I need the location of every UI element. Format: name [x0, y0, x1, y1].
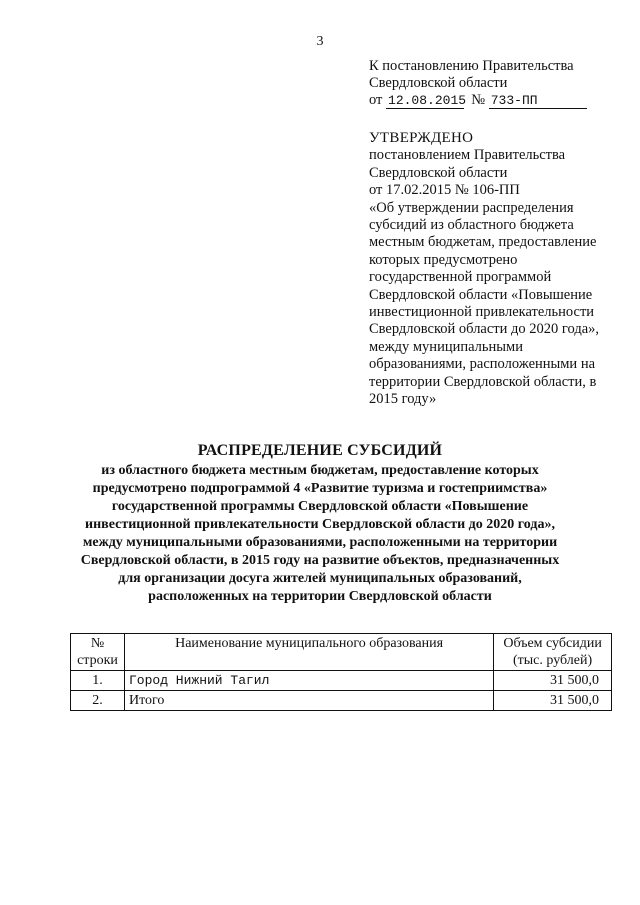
document-title: [60, 442, 580, 606]
subsidy-table: [70, 633, 612, 711]
approved-line: «Об утверждении распределения: [369, 199, 574, 216]
approved-line: местным бюджетам, предоставление: [369, 234, 597, 251]
attachment-line-1: К постановлению Правительства: [369, 58, 574, 74]
title-line: между муниципальными образованиями, расположенными на территории: [82, 535, 558, 550]
approved-line: которых предусмотрено: [369, 251, 518, 268]
approved-line: территории Свердловской области, в: [369, 373, 597, 390]
title-line: из областного бюджета местным бюджетам, предоставление которых: [101, 463, 539, 478]
decree-date: 12.08.2015: [388, 93, 467, 108]
approved-line: Свердловской области до 2020 года»,: [369, 321, 600, 338]
approved-line: государственной программой: [369, 269, 552, 286]
approved-line: инвестиционной привлекательности: [369, 304, 595, 321]
attachment-line-2: Свердловской области: [369, 75, 508, 91]
approved-line: образованиями, расположенными на: [369, 356, 596, 373]
page-number: 3: [316, 34, 324, 49]
approved-line: постановлением Правительства: [369, 147, 566, 164]
table-row: [71, 671, 612, 691]
approved-line: 2015 году»: [369, 391, 437, 408]
approved-heading: УТВЕРЖДЕНО: [369, 130, 474, 146]
header-row-number: [71, 634, 125, 671]
header-municipality: Наименование муниципального образования: [124, 634, 493, 671]
title-line: для организации досуга жителей муниципальных образований,: [118, 571, 522, 586]
municipality-name: Город Нижний Тагил: [124, 671, 493, 691]
title-main: РАСПРЕДЕЛЕНИЕ СУБСИДИЙ: [197, 442, 443, 459]
table-row: [71, 691, 612, 711]
approved-block: [369, 130, 619, 409]
title-line: расположенных на территории Свердловской области: [148, 589, 492, 604]
approved-line: субсидий из областного бюджета: [369, 217, 574, 234]
number-prefix: №: [471, 92, 486, 108]
header-num-line: №: [90, 636, 105, 651]
attachment-block: [369, 58, 587, 109]
subsidy-amount: 31 500,0: [494, 671, 612, 691]
title-line: предусмотрено подпрограммой 4 «Развитие туризма и гостеприимства»: [92, 481, 548, 496]
header-amount-line: (тыс. рублей): [512, 653, 593, 668]
attachment-date-line: [369, 92, 587, 109]
subsidy-amount: 31 500,0: [494, 691, 612, 711]
title-line: инвестиционной привлекательности Свердловской области до 2020 года»,: [85, 517, 555, 532]
decree-number: 733-ПП: [489, 94, 587, 109]
row-number: 1.: [71, 671, 125, 691]
title-line: государственной программы Свердловской области «Повышение: [111, 499, 529, 514]
municipality-name: Итого: [124, 691, 493, 711]
header-amount: [494, 634, 612, 671]
approved-line: от 17.02.2015 № 106-ПП: [369, 182, 520, 199]
date-prefix: от: [369, 92, 383, 108]
table-header-row: [71, 634, 612, 671]
approved-line: между муниципальными: [369, 338, 523, 355]
title-line: Свердловской области, в 2015 году на развитие объектов, предназначенных: [80, 553, 560, 568]
row-number: 2.: [71, 691, 125, 711]
header-amount-line: Объем субсидии: [503, 636, 602, 651]
approved-line: Свердловской области: [369, 164, 508, 181]
approved-line: Свердловской области «Повышение: [369, 286, 593, 303]
header-num-line: строки: [77, 653, 118, 668]
